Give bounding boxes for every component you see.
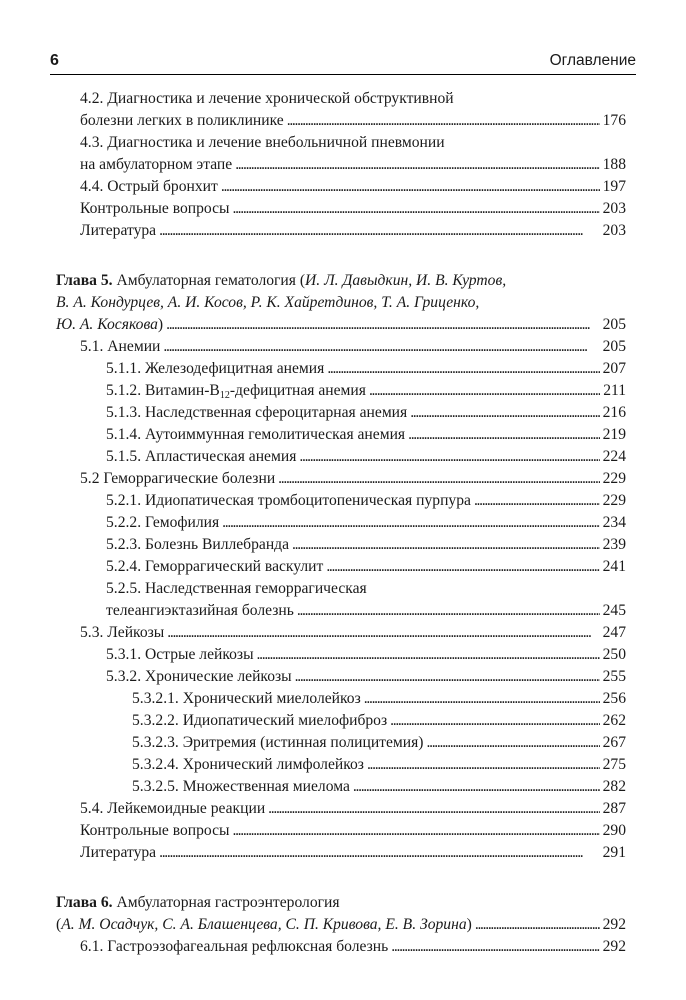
section-number: 5.1.4.	[106, 426, 142, 443]
page-ref: 247	[602, 624, 626, 641]
dot-leader	[163, 336, 599, 358]
dot-leader	[292, 534, 600, 556]
dot-leader	[295, 666, 600, 688]
page-ref: 229	[602, 470, 626, 487]
section-number: 5.3.2.5.	[132, 778, 179, 795]
section-5-1-4[interactable]	[56, 424, 626, 446]
section-5-3-1[interactable]	[56, 644, 626, 666]
page-ref: 216	[602, 404, 626, 421]
section-title: Лейкемоидные реакции	[107, 800, 266, 817]
dot-leader	[474, 490, 600, 512]
section-number: 4.4.	[80, 178, 104, 195]
page-ref: 219	[602, 426, 626, 443]
chapter5-literature[interactable]	[56, 842, 626, 864]
chapter-authors-continued: В. А. Кондурцев, А. И. Косов, Р. К. Хайретдинов, Т. А. Гриценко,	[56, 294, 480, 311]
dot-leader	[278, 468, 599, 490]
section-number: 5.1.3.	[106, 404, 142, 421]
section-number: 5.3.2.	[106, 668, 142, 685]
dot-leader	[353, 776, 600, 798]
section-number: 4.3.	[80, 134, 104, 151]
section-title: Литература	[80, 222, 157, 239]
chapter4-section-4-2[interactable]	[56, 88, 626, 132]
dot-leader	[297, 600, 600, 622]
page-header	[50, 50, 636, 75]
page-ref: 203	[602, 200, 626, 217]
section-5-3-2-4[interactable]	[56, 754, 626, 776]
page-ref: 275	[602, 756, 626, 773]
table-of-contents	[56, 88, 626, 958]
chapter-authors: А. М. Осадчук, С. А. Блашенцева, С. П. Кривова, Е. В. Зорина	[61, 916, 467, 933]
page-ref: 207	[602, 360, 626, 377]
chapter-title: Амбулаторная гастроэнтерология	[116, 894, 340, 911]
running-title: Оглавление	[549, 52, 636, 69]
section-number: 5.3.1.	[106, 646, 142, 663]
dot-leader	[268, 798, 599, 820]
section-5-1-3[interactable]	[56, 402, 626, 424]
section-title: Хронические лейкозы	[145, 668, 292, 685]
section-title: Диагностика и лечение хронической обструктивной	[107, 90, 454, 107]
chapter4-literature[interactable]	[56, 220, 626, 242]
dot-leader	[257, 644, 600, 666]
section-5-2[interactable]	[56, 468, 626, 490]
dot-leader	[159, 842, 600, 864]
chapter4-section-4-4[interactable]	[56, 176, 626, 198]
dot-leader	[232, 820, 599, 842]
section-title: Наследственная сфероцитарная анемия	[145, 404, 408, 421]
section-number: 5.2.5.	[106, 580, 142, 597]
page-ref: 256	[602, 690, 626, 707]
section-number: 5.3.	[80, 624, 104, 641]
section-5-3-2-3[interactable]	[56, 732, 626, 754]
dot-leader	[287, 110, 600, 132]
dot-leader	[327, 358, 599, 380]
section-5-3-2[interactable]	[56, 666, 626, 688]
section-title: Гемофилия	[145, 514, 220, 531]
section-title: Геморрагические болезни	[103, 470, 276, 487]
page-ref: 176	[602, 112, 626, 129]
section-title: Острый бронхит	[107, 178, 218, 195]
section-5-1-2[interactable]	[56, 380, 626, 402]
page-ref: 292	[602, 938, 626, 955]
section-title: Анемии	[107, 338, 161, 355]
section-title: Лейкозы	[107, 624, 165, 641]
section-title-continued: телеангиэктазийная болезнь	[106, 602, 294, 619]
page-ref: 211	[603, 382, 626, 399]
chapter5-heading[interactable]: Глава 5. Амбулаторная гематология ( И. Л. Давыдкин, И. В. Куртов, В. А. Кондурцев, А. И. Косов, Р. К. Хайретдинов, Т. А. Гриценко, Ю. А. Косякова ) . . . 205	[56, 270, 626, 336]
title-subscript: 12	[219, 390, 230, 401]
section-5-1[interactable]	[56, 336, 626, 358]
section-number: 5.3.2.1.	[132, 690, 179, 707]
section-number: 5.2	[80, 470, 100, 487]
section-title: Апластическая анемия	[145, 448, 297, 465]
section-title: Гастроэзофагеальная рефлюксная болезнь	[107, 938, 389, 955]
dot-leader	[390, 710, 599, 732]
dot-leader	[326, 556, 599, 578]
section-title: Острые лейкозы	[145, 646, 254, 663]
section-title: Наследственная геморрагическая	[145, 580, 367, 597]
dot-leader	[427, 732, 600, 754]
section-5-1-5[interactable]	[56, 446, 626, 468]
dot-leader	[364, 688, 600, 710]
dot-leader	[410, 402, 599, 424]
section-title-continued: на амбулаторном этапе	[80, 156, 233, 173]
page-ref: 282	[602, 778, 626, 795]
section-title: Контрольные вопросы	[80, 200, 230, 217]
section-5-1-1[interactable]	[56, 358, 626, 380]
page-ref: 250	[602, 646, 626, 663]
section-5-3[interactable]	[56, 622, 626, 644]
page-ref: 239	[602, 536, 626, 553]
page-ref: 267	[602, 734, 626, 751]
section-5-3-2-1[interactable]	[56, 688, 626, 710]
section-title-continued: болезни легких в поликлинике	[80, 112, 284, 129]
section-number: 4.2.	[80, 90, 104, 107]
title-part: -дефицитная анемия	[229, 382, 366, 399]
page-ref: 241	[602, 558, 626, 575]
section-6-1[interactable]	[56, 936, 626, 958]
section-number: 5.2.2.	[106, 514, 142, 531]
section-number: 6.1.	[80, 938, 104, 955]
dot-leader	[232, 198, 599, 220]
section-title	[145, 380, 366, 402]
page-ref: 205	[602, 338, 626, 355]
chapter-authors-end: Ю. А. Косякова	[56, 316, 158, 333]
chapter-title: Амбулаторная гематология	[116, 272, 296, 289]
chapter5-review-questions[interactable]	[56, 820, 626, 842]
section-5-2-2[interactable]	[56, 512, 626, 534]
section-title: Геморрагический васкулит	[145, 558, 324, 575]
section-5-2-5[interactable]	[56, 578, 626, 622]
section-5-2-1[interactable]	[56, 490, 626, 512]
dot-leader	[159, 220, 600, 242]
dot-leader	[299, 446, 599, 468]
section-title: Идиопатическая тромбоцитопеническая пурпура	[145, 492, 471, 509]
page-ref: 188	[602, 156, 626, 173]
section-number: 5.1.2.	[106, 382, 142, 399]
spacer	[56, 864, 626, 892]
section-5-2-4[interactable]	[56, 556, 626, 578]
page-number: 6	[50, 52, 59, 69]
page-ref: 262	[602, 712, 626, 729]
page-ref: 287	[602, 800, 626, 817]
section-title: Эритремия (истинная полицитемия)	[182, 734, 424, 751]
section-number: 5.2.1.	[106, 492, 142, 509]
section-5-3-2-2[interactable]	[56, 710, 626, 732]
section-5-2-3[interactable]	[56, 534, 626, 556]
dot-leader	[408, 424, 600, 446]
chapter-authors: И. Л. Давыдкин, И. В. Куртов,	[305, 272, 507, 289]
page-ref: 290	[602, 822, 626, 839]
page-ref: 203	[602, 222, 626, 239]
section-title: Литература	[80, 844, 157, 861]
section-number: 5.1.5.	[106, 448, 142, 465]
page-ref: 245	[602, 602, 626, 619]
section-title: Железодефицитная анемия	[145, 360, 325, 377]
chapter-label: Глава 6.	[56, 894, 113, 911]
page-ref: 291	[602, 844, 626, 861]
section-number: 5.2.4.	[106, 558, 142, 575]
dot-leader	[367, 754, 600, 776]
page-ref: 224	[602, 448, 626, 465]
page-ref: 229	[602, 492, 626, 509]
dot-leader	[391, 936, 599, 958]
dot-leader	[167, 622, 599, 644]
title-part: Витамин-В	[145, 382, 220, 399]
section-number: 5.1.	[80, 338, 104, 355]
dot-leader	[235, 154, 599, 176]
page-ref: 205	[602, 316, 626, 333]
section-5-4[interactable]	[56, 798, 626, 820]
dot-leader	[369, 380, 600, 402]
spacer	[56, 242, 626, 270]
dot-leader	[222, 512, 599, 534]
section-number: 5.3.2.3.	[132, 734, 179, 751]
section-title: Хронический лимфолейкоз	[182, 756, 364, 773]
section-number: 5.1.1.	[106, 360, 142, 377]
chapter4-review-questions[interactable]	[56, 198, 626, 220]
page-ref: 197	[602, 178, 626, 195]
section-number: 5.3.2.4.	[132, 756, 179, 773]
chapter4-section-4-3[interactable]	[56, 132, 626, 176]
page-ref: 292	[602, 916, 626, 933]
chapter-label: Глава 5.	[56, 272, 113, 289]
dot-leader	[475, 914, 600, 936]
chapter6-heading[interactable]: Глава 6. Амбулаторная гастроэнтерология ( А. М. Осадчук, С. А. Блашенцева, С. П. Кривова, Е. В. Зорина ) . . . 292	[56, 892, 626, 936]
section-title: Идиопатический миелофиброз	[182, 712, 388, 729]
section-title: Хронический миелолейкоз	[182, 690, 361, 707]
section-title: Множественная миелома	[182, 778, 350, 795]
section-number: 5.4.	[80, 800, 104, 817]
section-title: Диагностика и лечение внебольничной пневмонии	[107, 134, 445, 151]
dot-leader	[166, 314, 600, 336]
page-ref: 234	[602, 514, 626, 531]
section-title: Болезнь Виллебранда	[145, 536, 290, 553]
section-title: Аутоиммунная гемолитическая анемия	[145, 426, 406, 443]
section-number: 5.2.3.	[106, 536, 142, 553]
section-title: Контрольные вопросы	[80, 822, 230, 839]
section-5-3-2-5[interactable]	[56, 776, 626, 798]
dot-leader	[221, 176, 600, 198]
page-ref: 255	[602, 668, 626, 685]
section-number: 5.3.2.2.	[132, 712, 179, 729]
